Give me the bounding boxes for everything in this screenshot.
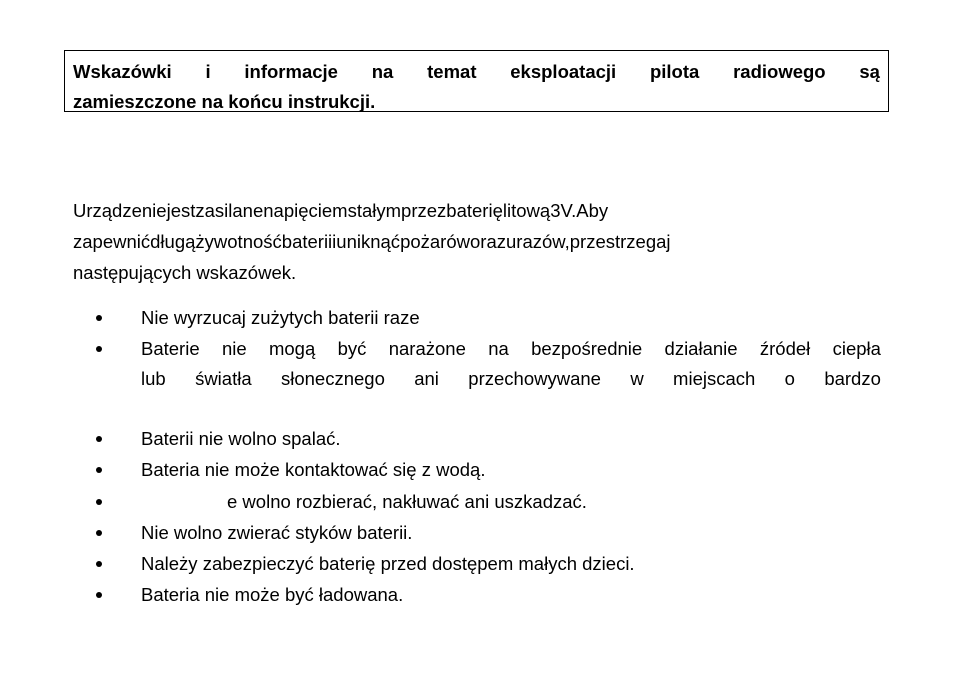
word: miejscach xyxy=(673,368,756,389)
word: na xyxy=(488,338,509,359)
word: stałym xyxy=(347,200,402,221)
word: lub xyxy=(141,368,166,389)
word: na xyxy=(371,61,394,82)
bullet-icon xyxy=(96,530,102,536)
word: przechowywane xyxy=(468,368,601,389)
word: Baterie xyxy=(141,338,200,359)
word: Urządzenie xyxy=(73,200,167,221)
word: V. xyxy=(560,200,577,221)
bullet-icon xyxy=(96,561,102,567)
list-item-text xyxy=(141,334,881,394)
word: oraz xyxy=(470,231,506,252)
word: eksploatacji xyxy=(510,61,617,82)
bullet-icon xyxy=(96,467,102,473)
word: światła xyxy=(195,368,252,389)
list-item-text: Bateria nie może kontaktować się z wodą. xyxy=(141,459,486,480)
word: pilota xyxy=(649,61,700,82)
list-item-text: Należy zabezpieczyć baterię przed dostępem małych dzieci. xyxy=(141,553,635,574)
bullet-icon xyxy=(96,592,102,598)
notice-line-2: zamieszczone na końcu instrukcji. xyxy=(73,91,376,112)
word: w xyxy=(630,368,644,389)
word: zasilane xyxy=(195,200,264,221)
word: i xyxy=(205,61,211,82)
word: temat xyxy=(427,61,477,82)
notice-line-1 xyxy=(73,57,880,87)
list-item-text-line-1 xyxy=(141,334,881,364)
word: nie xyxy=(221,338,247,359)
word: uniknąć xyxy=(336,231,401,252)
word: długą xyxy=(150,231,196,252)
word: litową xyxy=(502,200,551,221)
word: zapewnić xyxy=(73,231,151,252)
word: żywotność xyxy=(195,231,282,252)
word: przestrzegaj xyxy=(569,231,671,252)
word: informacje xyxy=(244,61,338,82)
word: słonecznego xyxy=(280,368,385,389)
word: o xyxy=(784,368,795,389)
list-item-text: Nie wyrzucaj zużytych baterii raze xyxy=(141,307,420,328)
word: pożarów xyxy=(400,231,470,252)
list-item-text: Baterii nie wolno spalać. xyxy=(141,428,341,449)
word: jest xyxy=(166,200,196,221)
word: Wskazówki xyxy=(73,61,172,82)
word: są xyxy=(859,61,880,82)
word: radiowego xyxy=(733,61,826,82)
word: Aby xyxy=(576,200,609,221)
word: bardzo xyxy=(824,368,881,389)
intro-line-2 xyxy=(73,226,881,257)
list-item-text: Bateria nie może być ładowana. xyxy=(141,584,404,605)
word: 3 xyxy=(550,200,561,221)
word: urazów, xyxy=(506,231,570,252)
notice-box xyxy=(64,50,889,112)
bullet-icon xyxy=(96,346,102,352)
bullet-icon xyxy=(96,436,102,442)
list-item-text: e wolno rozbierać, nakłuwać ani uszkadzać. xyxy=(227,491,587,512)
word: i xyxy=(332,231,337,252)
word: być xyxy=(337,338,367,359)
bullet-icon xyxy=(96,315,102,321)
word: źródeł xyxy=(759,338,811,359)
word: napięciem xyxy=(263,200,348,221)
word: narażone xyxy=(388,338,466,359)
word: baterii xyxy=(281,231,333,252)
intro-paragraph xyxy=(73,195,881,288)
word: mogą xyxy=(268,338,316,359)
list-item-text-line-2 xyxy=(141,364,881,394)
word: przez xyxy=(401,200,447,221)
word: bezpośrednie xyxy=(531,338,643,359)
bullet-icon xyxy=(96,499,102,505)
word: ani xyxy=(414,368,439,389)
list-item-text: Nie wolno zwierać styków baterii. xyxy=(141,522,413,543)
word: działanie xyxy=(664,338,738,359)
intro-line-3: następujących wskazówek. xyxy=(73,262,297,283)
word: ciepła xyxy=(832,338,881,359)
intro-line-1 xyxy=(73,195,881,226)
word: baterię xyxy=(446,200,503,221)
